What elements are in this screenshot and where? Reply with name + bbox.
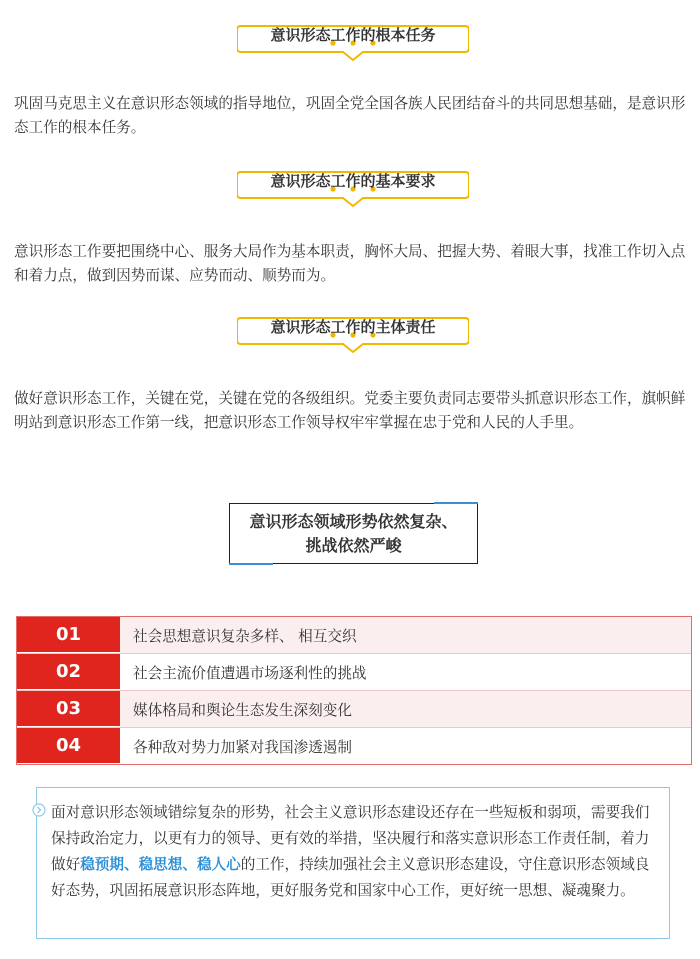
section-header-3 xyxy=(237,314,469,358)
challenge-text: 各种敌对势力加紧对我国渗透遏制 xyxy=(120,728,691,764)
conclusion-box xyxy=(36,787,670,939)
section-title: 意识形态工作的基本要求 xyxy=(270,172,436,190)
challenge-number: 04 xyxy=(17,728,120,764)
section-body: 意识形态工作要把围绕中心、服务大局作为基本职责，胸怀大局、把握大势、着眼大事，找准工作切入点和着力点，做到因势而谋、应势而动、顺势而为。 xyxy=(14,243,686,284)
section-title: 意识形态工作的主体责任 xyxy=(270,318,436,336)
section-title: 意识形态工作的根本任务 xyxy=(270,26,436,44)
section-header-1 xyxy=(237,22,469,66)
challenge-number: 02 xyxy=(17,654,120,690)
section-header-2 xyxy=(237,168,469,212)
conclusion-highlight: 稳预期、稳思想、稳人心 xyxy=(80,856,241,873)
chevron-right-icon xyxy=(32,803,46,817)
challenge-row xyxy=(17,617,691,654)
title-accent-line xyxy=(229,563,273,565)
situation-title-line1: 意识形态领域形势依然复杂、 xyxy=(249,512,458,531)
challenge-list xyxy=(16,616,692,765)
conclusion-text-part2: 的工作，持续加强社会主义意识形态建设，守住意识形态领域良好态势，巩固拓展意识形态阵地，更好服务党和国家中心工作，更好统一思想、凝魂聚力。 xyxy=(51,856,650,899)
challenge-number: 01 xyxy=(17,617,120,653)
title-accent-line xyxy=(434,502,478,504)
conclusion-text xyxy=(51,800,659,904)
challenge-row xyxy=(17,728,691,764)
situation-title-box xyxy=(229,503,478,564)
challenge-text: 社会思想意识复杂多样、 相互交织 xyxy=(120,617,691,653)
challenge-row xyxy=(17,654,691,691)
challenge-row xyxy=(17,691,691,728)
section-body: 做好意识形态工作，关键在党，关键在党的各级组织。党委主要负责同志要带头抓意识形态工作，旗帜鲜明站到意识形态工作第一线，把意识形态工作领导权牢牢掌握在忠于党和人民的人手里。 xyxy=(14,390,686,431)
situation-title-line2: 挑战依然严峻 xyxy=(305,536,402,555)
challenge-text: 社会主流价值遭遇市场逐利性的挑战 xyxy=(120,654,691,690)
challenge-text: 媒体格局和舆论生态发生深刻变化 xyxy=(120,691,691,727)
conclusion-text-part1: 面对意识形态领域错综复杂的形势，社会主义意识形态建设还存在一些短板和弱项，需要我们保持政治定力，以更有力的领导、更有效的举措，坚决履行和落实意识形态工作责任制，着力做好 xyxy=(51,804,650,873)
section-body: 巩固马克思主义在意识形态领域的指导地位，巩固全党全国各族人民团结奋斗的共同思想基础，是意识形态工作的根本任务。 xyxy=(14,95,686,136)
challenge-number: 03 xyxy=(17,691,120,727)
